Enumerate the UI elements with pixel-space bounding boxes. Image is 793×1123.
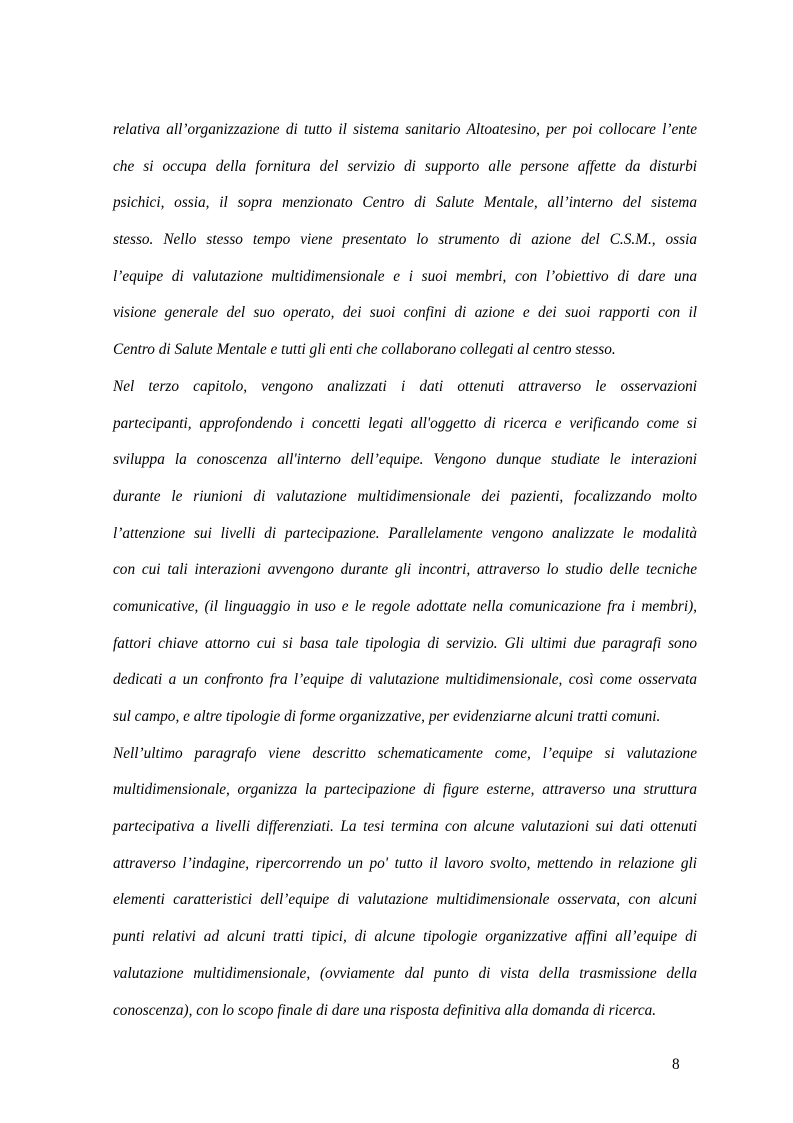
page-number: 8 bbox=[672, 1056, 680, 1073]
text-line: fattori chiave attorno cui si basa tale tipologia di servizio. Gli ultimi due paragrafi sono bbox=[113, 634, 697, 652]
text-line: Nell’ultimo paragrafo viene descritto schematicamente come, l’equipe si valutazione bbox=[113, 744, 697, 762]
text-line: Nel terzo capitolo, vengono analizzati i dati ottenuti attraverso le osservazioni bbox=[113, 377, 697, 395]
text-line: elementi caratteristici dell’equipe di valutazione multidimensionale osservata, con alcuni bbox=[113, 891, 697, 909]
text-line: durante le riunioni di valutazione multidimensionale dei pazienti, focalizzando molto bbox=[113, 487, 697, 505]
text-line: attraverso l’indagine, ripercorrendo un po' tutto il lavoro svolto, mettendo in relazione gli bbox=[113, 854, 697, 872]
text-line: multidimensionale, organizza la partecipazione di figure esterne, attraverso una struttura bbox=[113, 781, 697, 799]
text-line: stesso. Nello stesso tempo viene presentato lo strumento di azione del C.S.M., ossia bbox=[113, 231, 697, 249]
text-line: sviluppa la conoscenza all'interno dell’equipe. Vengono dunque studiate le interazioni bbox=[113, 451, 697, 469]
body-text bbox=[113, 112, 697, 1029]
text-line: che si occupa della fornitura del servizio di supporto alle persone affette da disturbi bbox=[113, 157, 697, 175]
text-line: visione generale del suo operato, dei suoi confini di azione e dei suoi rapporti con il bbox=[113, 304, 697, 322]
text-line: valutazione multidimensionale, (ovviamente dal punto di vista della trasmissione della bbox=[113, 964, 697, 982]
text-line: l’attenzione sui livelli di partecipazione. Parallelamente vengono analizzate le modalità bbox=[113, 524, 697, 542]
text-line: psichici, ossia, il sopra menzionato Centro di Salute Mentale, all’interno del sistema bbox=[113, 194, 697, 212]
text-line: con cui tali interazioni avvengono durante gli incontri, attraverso lo studio delle tecniche bbox=[113, 561, 697, 579]
text-line: punti relativi ad alcuni tratti tipici, di alcune tipologie organizzative affini all’equipe di bbox=[113, 928, 697, 946]
text-line: l’equipe di valutazione multidimensionale e i suoi membri, con l’obiettivo di dare una bbox=[113, 267, 697, 285]
paragraph-end-line: sul campo, e altre tipologie di forme organizzative, per evidenziarne alcuni tratti comuni. bbox=[113, 708, 661, 725]
text-line: relativa all’organizzazione di tutto il sistema sanitario Altoatesino, per poi collocare l’ente bbox=[113, 121, 697, 138]
text-line: partecipativa a livelli differenziati. La tesi termina con alcune valutazioni sui dati ottenuti bbox=[113, 818, 697, 836]
paragraph-end-line: Centro di Salute Mentale e tutti gli enti che collaborano collegati al centro stesso. bbox=[113, 341, 616, 359]
text-line: partecipanti, approfondendo i concetti legati all'oggetto di ricerca e verificando come si bbox=[113, 414, 697, 432]
text-line: comunicative, (il linguaggio in uso e le regole adottate nella comunicazione fra i membri), bbox=[113, 597, 697, 615]
text-line: dedicati a un confronto fra l’equipe di valutazione multidimensionale, così come osservata bbox=[113, 671, 697, 689]
paragraph-end-line: conoscenza), con lo scopo finale di dare una risposta definitiva alla domanda di ricerca. bbox=[113, 1001, 657, 1019]
